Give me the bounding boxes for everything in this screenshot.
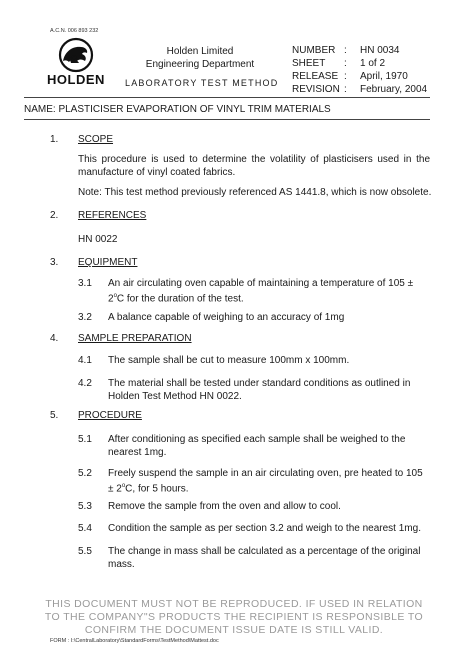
document-name: NAME: PLASTICISER EVAPORATION OF VINYL TRIM MATERIALS — [24, 104, 331, 115]
item-text: A balance capable of weighing to an accuracy of 1mg — [108, 312, 345, 323]
section-heading-references: REFERENCES — [78, 210, 147, 221]
item-number: 5.5 — [78, 546, 92, 557]
item-number: 5.3 — [78, 501, 92, 512]
section-heading-procedure: PROCEDURE — [78, 410, 142, 421]
meta-number-row: NUMBER : HN 0034 — [292, 45, 400, 56]
item-text: Remove the sample from the oven and allow to cool. — [108, 501, 341, 512]
meta-revision-value: February, 2004 — [360, 84, 428, 95]
meta-release-row: RELEASE : April, 1970 — [292, 71, 408, 82]
list-item — [78, 500, 430, 513]
item-text: Freely suspend the sample in an air circulating oven, pre heated to $105 \pm 2^oC$, for 5 hours. — [108, 468, 423, 495]
header-divider — [24, 97, 430, 98]
item-text: An air circulating oven capable of maintaining a temperature of $105 \pm 2^oC$ for the duration of the test. — [108, 278, 414, 305]
item-number: 3.2 — [78, 312, 92, 323]
logo-wordmark: HOLDEN — [47, 72, 105, 87]
list-item — [78, 522, 430, 535]
section-heading-scope: SCOPE — [78, 134, 114, 145]
list-item — [78, 433, 430, 459]
form-path: FORM : I:\CentralLaboratory\StandardForms\TestMethod\Mattest.doc — [50, 638, 219, 644]
meta-release-value: April, 1970 — [360, 71, 408, 82]
meta-number-value: HN 0034 — [360, 45, 400, 56]
list-item — [78, 467, 430, 495]
item-text: The change in mass shall be calculated as a percentage of the original mass. — [108, 546, 421, 570]
section-number: 3. — [50, 257, 59, 268]
item-text: Condition the sample as per section 3.2 and weigh to the nearest 1mg. — [108, 523, 421, 534]
meta-sheet-row: SHEET : 1 of 2 — [292, 58, 386, 69]
item-number: 4.2 — [78, 378, 92, 389]
list-item — [78, 354, 430, 367]
section-number: 1. — [50, 134, 59, 145]
reference-item: HN 0022 — [78, 234, 118, 245]
item-text: After conditioning as specified each sample shall be weighed to the nearest 1mg. — [108, 434, 406, 458]
item-number: 4.1 — [78, 355, 92, 366]
item-number: 5.1 — [78, 434, 92, 445]
reproduction-notice: THIS DOCUMENT MUST NOT BE REPRODUCED. IF USED IN RELATION TO THE COMPANY"S PRODUCTS THE RECIPIENT IS RESPONSIBLE TO CONFIRM THE DOCUMENT ISSUE DATE IS STILL VALID. — [44, 598, 424, 636]
meta-sheet-value: 1 of 2 — [360, 58, 386, 69]
company-block — [120, 45, 280, 71]
section-number: 2. — [50, 210, 59, 221]
item-text: The material shall be tested under standard conditions as outlined in Holden Test Method HN 0022. — [108, 378, 411, 402]
name-divider — [24, 119, 430, 120]
department-name: Engineering Department — [145, 59, 255, 70]
holden-lion-logo — [41, 37, 111, 89]
list-item — [78, 377, 430, 403]
list-item — [78, 311, 430, 324]
item-number: 3.1 — [78, 278, 92, 289]
document-meta — [292, 44, 427, 96]
item-number: 5.4 — [78, 523, 92, 534]
scope-paragraph: This procedure is used to determine the volatility of plasticisers used in the manufacture of vinyl coated fabrics. — [78, 154, 430, 178]
item-number: 5.2 — [78, 468, 92, 479]
company-name: Holden Limited — [166, 46, 234, 57]
list-item — [78, 545, 430, 571]
list-item — [78, 277, 430, 305]
section-heading-equipment: EQUIPMENT — [78, 257, 138, 268]
section-number: 4. — [50, 333, 59, 344]
method-title: LABORATORY TEST METHOD — [125, 78, 279, 88]
item-text: The sample shall be cut to measure 100mm x 100mm. — [108, 355, 350, 366]
scope-note: Note: This test method previously referenced AS 1441.8, which is now obsolete. — [78, 187, 432, 198]
meta-revision-row: REVISION : February, 2004 — [292, 84, 428, 95]
section-number: 5. — [50, 410, 59, 421]
acn-number: A.C.N. 006 893 232 — [50, 28, 99, 34]
section-heading-sample-preparation: SAMPLE PREPARATION — [78, 333, 192, 344]
